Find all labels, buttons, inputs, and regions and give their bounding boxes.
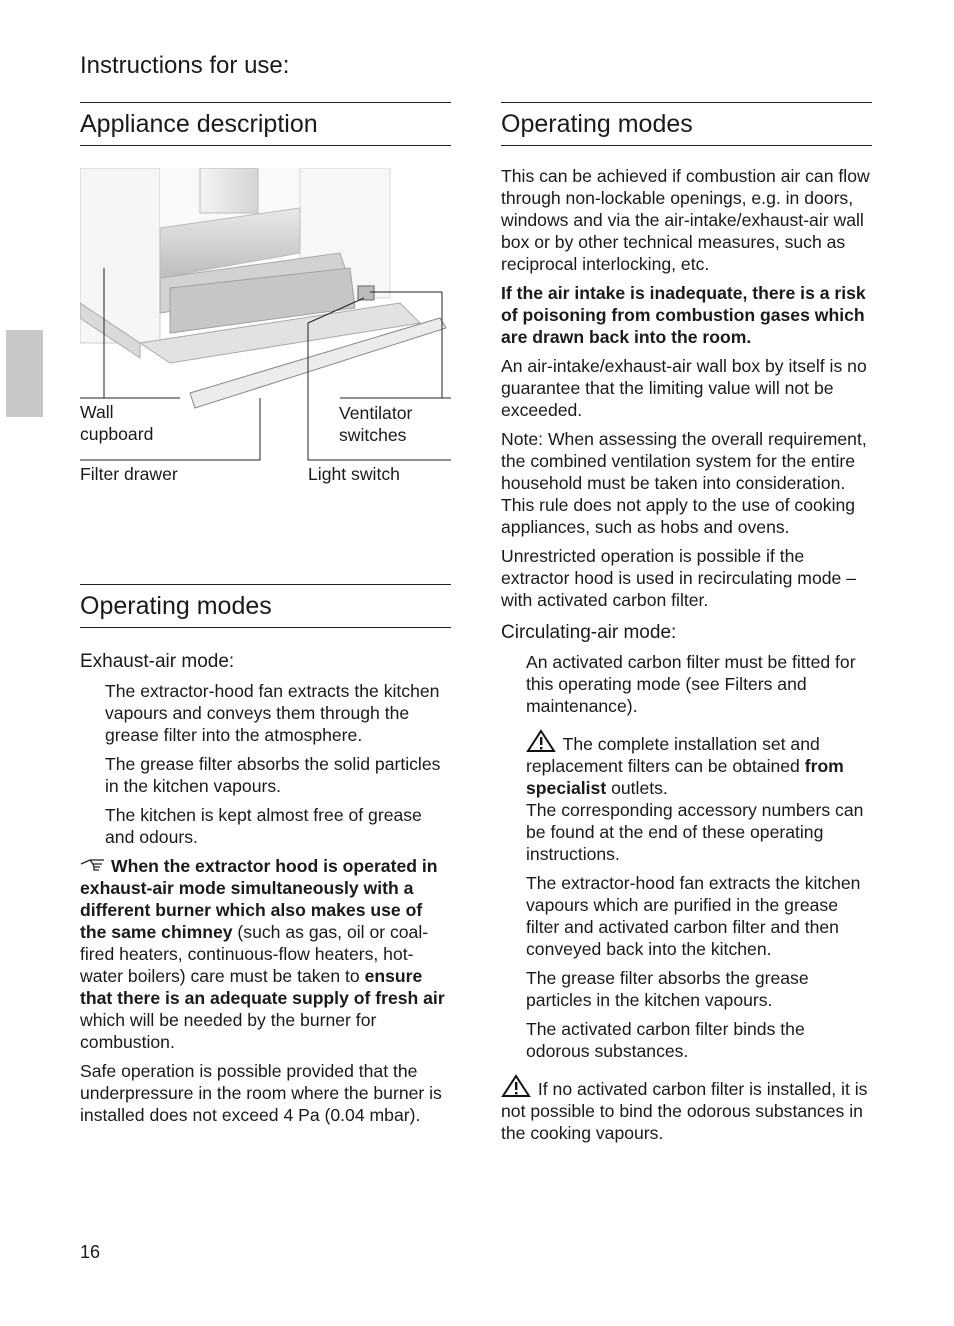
label-wall-cupboard — [80, 401, 153, 445]
unrestricted-paragraph: Unrestricted operation is possible if the extractor hood is used in recirculating mode – with activated carbon filter. — [501, 546, 856, 610]
installation-note-text-2: outlets. — [606, 778, 668, 798]
no-carbon-filter-warning — [501, 1074, 872, 1144]
label-filter-drawer: Filter drawer — [80, 464, 178, 484]
exhaust-air-heading: Exhaust-air mode: — [80, 651, 235, 672]
note-paragraph: Note: When assessing the overall requirement, the combined ventilation system for the entire household must be taken into consideration. This rule does not apply to the use of cooking appliances, such as hobs and ovens. — [501, 429, 867, 537]
label-wall-cupboard-line2: cupboard — [80, 424, 154, 444]
chimney-note-text-2: which will be needed by the burner for combustion. — [80, 1010, 377, 1052]
page-number: 16 — [80, 1242, 101, 1262]
warning-triangle-icon — [526, 729, 556, 753]
exhaust-paragraph-1: The extractor-hood fan extracts the kitchen vapours and conveys them through the grease filter into the atmosphere. — [105, 681, 440, 745]
chimney-note-bold-1: When the extractor hood is operated in exhaust-air mode simultaneously with a different burner which also makes use of the same chimney — [80, 856, 438, 942]
exhaust-paragraph-2: The grease filter absorbs the solid particles in the kitchen vapours. — [105, 754, 441, 796]
accessory-numbers-text: The corresponding accessory numbers can be found at the end of these operating instructions. — [526, 800, 864, 864]
circulating-paragraph-2: The extractor-hood fan extracts the kitchen vapours which are purified in the grease filter and activated carbon filter and then conveyed back into the kitchen. — [526, 873, 861, 959]
installation-set-note — [501, 729, 872, 865]
page-title: Instructions for use: — [80, 52, 290, 79]
circulating-paragraph-1: An activated carbon filter must be fitted for this operating mode (see Filters and maintenance). — [526, 652, 856, 716]
left-operating-modes-heading: Operating modes — [80, 584, 451, 628]
exhaust-paragraph-3: The kitchen is kept almost free of grease and odours. — [105, 805, 422, 847]
label-ventilator-switches — [339, 402, 412, 446]
side-tab-marker — [6, 330, 43, 417]
appliance-description-heading: Appliance description — [80, 102, 451, 146]
right-column-text — [501, 165, 872, 1151]
installation-note-text-1: The complete installation set and replacement filters can be obtained — [526, 734, 820, 776]
extractor-hood-illustration — [80, 168, 451, 498]
chimney-note-bold-2: ensure that there is an adequate supply of fresh air — [80, 966, 445, 1008]
no-carbon-filter-text: If no activated carbon filter is installed, it is not possible to bind the odorous substances in the cooking vapours. — [501, 1079, 868, 1143]
circulating-paragraph-4: The activated carbon filter binds the odorous substances. — [526, 1019, 805, 1061]
circulating-paragraph-3: The grease filter absorbs the grease particles in the kitchen vapours. — [526, 968, 809, 1010]
label-wall-cupboard-line1: Wall — [80, 402, 114, 422]
label-ventilator-line2: switches — [339, 425, 407, 445]
chimney-note — [80, 855, 451, 1053]
circulating-air-heading: Circulating-air mode: — [501, 622, 677, 643]
poisoning-warning — [501, 282, 872, 348]
wall-box-paragraph: An air-intake/exhaust-air wall box by itself is no guarantee that the limiting value will not be exceeded. — [501, 356, 867, 420]
appliance-figure — [80, 168, 451, 498]
chimney-note-text-1: (such as gas, oil or coal-fired heaters, continuous-flow heaters, hot-water boilers) care must be taken to — [80, 922, 429, 986]
label-ventilator-line1: Ventilator — [339, 403, 413, 423]
left-column-text — [80, 650, 451, 1133]
pointing-hand-icon — [80, 856, 108, 872]
combustion-air-paragraph: This can be achieved if combustion air can flow through non-lockable openings, e.g. in doors, windows and via the air-intake/exhaust-air wall box or by other technical measures, such as reciprocal interlocking, etc. — [501, 166, 870, 274]
safe-operation-paragraph: Safe operation is possible provided that the underpressure in the room where the burner is installed does not exceed 4 Pa (0.04 mbar). — [80, 1061, 442, 1125]
warning-triangle-icon — [501, 1074, 531, 1098]
poisoning-warning-bold: If the air intake is inadequate, there is a risk of poisoning from combustion gases which are drawn back into the room. — [501, 283, 866, 347]
right-operating-modes-heading: Operating modes — [501, 102, 872, 146]
installation-note-bold: from specialist — [526, 756, 844, 798]
label-light-switch: Light switch — [308, 464, 400, 484]
